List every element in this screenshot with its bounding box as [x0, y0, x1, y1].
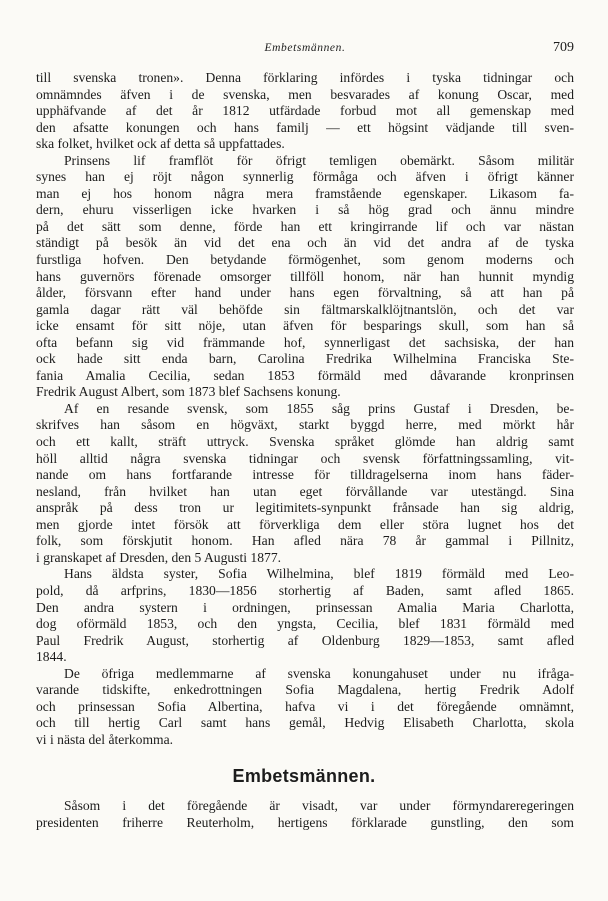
- text-line: omnämndes äfven i de svenska, men besvarades af konung Oscar, med: [36, 86, 574, 102]
- section-body-text: [36, 798, 574, 831]
- section-heading: Embetsmännen.: [232, 766, 376, 786]
- text-line: dern, ehuru visserligen icke hvarken i så hög grad och ännu mindre: [36, 202, 574, 218]
- text-line: Den andra systern i ordningen, prinsessan Amalia Maria Charlotta,: [36, 599, 574, 615]
- text-line: nesland, från hvilket han utan eget förvållande var utestängd. Sina: [36, 483, 574, 499]
- text-line: icke ensamt för sitt nöje, utan äfven för besparings skull, som han så: [36, 318, 574, 334]
- text-line: presidenten friherre Reuterholm, hertigens förklarade gunstling, den som: [36, 814, 574, 830]
- paragraph: [36, 153, 574, 401]
- text-line: folk, som förskjutit honom. Han afled nära 78 år gammal i Pillnitz,: [36, 533, 574, 549]
- text-line: dog oförmäld 1853, och den yngsta, Cecilia, blef 1831 förmäld med: [36, 616, 574, 632]
- text-line: i granskapet af Dresden, den 5 Augusti 1877.: [36, 549, 282, 565]
- body-text: [36, 70, 574, 748]
- text-line: furstliga hofven. Den betydande förmögenhet, som genom moderns och: [36, 252, 574, 268]
- text-line: Paul Fredrik August, storhertig af Oldenburg 1829—1853, samt afled: [36, 632, 574, 648]
- text-line: den afsatte konungen och hans familj — ett högsint vädjande till sven-: [36, 119, 574, 135]
- text-line: De öfriga medlemmarne af svenska konungahuset under nu ifråga-: [64, 665, 574, 681]
- text-line: ock hade sitt enda barn, Carolina Fredrika Wilhelmina Franciska Ste-: [36, 351, 574, 367]
- running-title: Embetsmännen.: [264, 42, 346, 54]
- text-line: höll alltid några svenska tidningar och svensk författningssamling, vit-: [36, 450, 574, 466]
- text-line: synes han ej röjt någon synnerlig förmåga och äfven i öfrigt känner: [36, 169, 574, 185]
- text-line: nande om hans fortfarande intresse för tilldragelserna inom hans fäder-: [36, 467, 574, 483]
- text-line: fania Amalia Cecilia, sedan 1853 förmäld med dåvarande kronprinsen: [36, 367, 574, 383]
- text-line: anspråk på dess tron ur legitimitets-synpunkt frånsade han sig aldrig,: [36, 500, 574, 516]
- text-line: Såsom i det föregående är visadt, var under förmyndareregeringen: [64, 798, 574, 813]
- text-line: 1844.: [36, 649, 67, 665]
- paragraph: [36, 70, 574, 153]
- text-line: pold, då arfprins, 1830—1856 storhertig af Baden, samt afled 1865.: [36, 582, 574, 598]
- text-line: och prinsessan Sofia Albertina, hafva vi i det föregående omnämnt,: [36, 698, 574, 714]
- text-line: till svenska tronen». Denna förklaring infördes i tyska tidningar och: [36, 70, 574, 85]
- text-line: upphäfvande af det år 1812 utfärdade forbud mot all gemenskap med: [36, 103, 574, 119]
- text-line: och ett kallt, sträft uttryck. Svenska språket glömde han aldrig samt: [36, 434, 574, 450]
- text-line: ålder, försvann efter hand under hans egen förvaltning, så att han på: [36, 285, 574, 301]
- text-line: Af en resande svensk, som 1855 såg prins Gustaf i Dresden, be-: [64, 400, 574, 416]
- paragraph: [36, 666, 574, 749]
- text-line: på det sätt som denne, förde han ett kringirrande lif och var nästan: [36, 218, 574, 234]
- text-line: och till hertig Carl samt hans gemål, Hedvig Elisabeth Charlotta, skola: [36, 715, 574, 731]
- paragraph: [36, 566, 574, 665]
- text-line: varande tidskifte, enkedrottningen Sofia Magdalena, hertig Fredrik Adolf: [36, 682, 574, 698]
- text-line: hans guvernörs förenade omsorger tillföll honom, när han hunnit myndig: [36, 268, 574, 284]
- page-header: [36, 40, 574, 60]
- text-line: vi i nästa del återkomma.: [36, 731, 174, 747]
- text-line: ska folket, hvilket ock af detta så uppfattades.: [36, 136, 285, 152]
- page-number: 709: [553, 40, 574, 55]
- text-line: Hans äldsta syster, Sofia Wilhelmina, blef 1819 förmäld med Leo-: [64, 566, 574, 582]
- text-line: Prinsens lif framflöt för öfrigt temligen obemärkt. Såsom militär: [64, 152, 574, 168]
- text-line: gamla dagar rätt väl behöfde sin fältmarskalklöjtnantslön, och det var: [36, 301, 574, 317]
- text-line: ständigt på besök än vid det ena och än vid det andra af de tyska: [36, 235, 574, 251]
- text-line: men gjorde intet försök att förverkliga dem eller störa lugnet hos det: [36, 516, 574, 532]
- text-line: Fredrik August Albert, som 1873 blef Sachsens konung.: [36, 384, 341, 400]
- paragraph: [36, 401, 574, 566]
- text-line: man ej hos honom några mera framstående egenskaper. Likasom fa-: [36, 185, 574, 201]
- text-line: skrifves han såsom en högväxt, starkt byggd herre, med mörkt hår: [36, 417, 574, 433]
- text-line: ofta befann sig vid främmande hof, synnerligast det sachsiska, der han: [36, 334, 574, 350]
